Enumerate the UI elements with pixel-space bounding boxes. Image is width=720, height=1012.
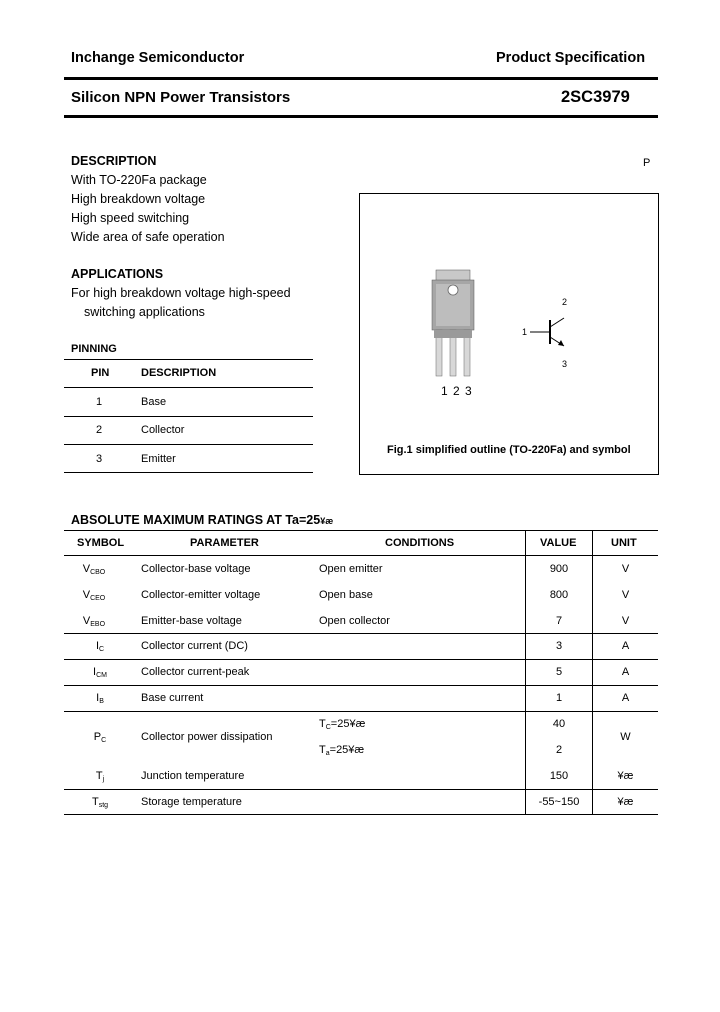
applications-title: APPLICATIONS <box>71 267 164 281</box>
pinning-rule <box>64 387 313 388</box>
description-title: DESCRIPTION <box>71 154 157 168</box>
pinning-col-pin: PIN <box>91 367 110 379</box>
description-item: Wide area of safe operation <box>71 230 225 244</box>
rating-condition: $T_a=25¥æ$ <box>319 744 365 757</box>
description-item: High breakdown voltage <box>71 192 206 206</box>
ratings-rule <box>64 659 658 660</box>
doc-type: Product Specification <box>496 50 646 66</box>
rating-unit: A <box>621 666 630 678</box>
company-name: Inchange Semiconductor <box>71 50 245 66</box>
ratings-col-value: VALUE <box>540 537 577 549</box>
symbol-pin2: 2 <box>562 297 568 307</box>
rating-condition: $T_C=25¥æ$ <box>319 718 366 731</box>
rating-symbol: $I_C$ <box>95 640 105 653</box>
pinning-desc: Base <box>141 396 167 408</box>
pinning-title: PINNING <box>71 343 117 355</box>
rating-parameter: Junction temperature <box>141 770 245 782</box>
rating-unit: W <box>620 731 631 743</box>
to220-package-icon <box>420 266 490 382</box>
rating-value: 150 <box>549 770 569 782</box>
rating-symbol: $T_j$ <box>95 770 105 783</box>
description-item: With TO-220Fa package <box>71 173 207 187</box>
ratings-col-unit: UNIT <box>611 537 637 549</box>
rating-unit: ¥æ <box>617 770 634 782</box>
pinning-rule <box>64 416 313 417</box>
symbol-pin3: 3 <box>562 359 568 369</box>
pinning-desc: Emitter <box>141 453 176 465</box>
ratings-rule <box>64 530 658 531</box>
pinning-rule <box>64 359 313 360</box>
rating-value: 800 <box>549 589 569 601</box>
rating-condition: Open emitter <box>319 563 383 575</box>
rating-parameter: Collector current (DC) <box>141 640 248 652</box>
rating-symbol: $V_{EBO}$ <box>82 615 106 628</box>
rating-value: 3 <box>555 640 563 652</box>
pinning-rule <box>64 472 313 473</box>
ratings-col-parameter: PARAMETER <box>190 537 259 549</box>
rating-unit: V <box>621 589 630 601</box>
ratings-rule <box>64 814 658 815</box>
rating-parameter: Collector power dissipation <box>141 731 273 743</box>
rating-value: 40 <box>552 718 566 730</box>
rating-unit: A <box>621 640 630 652</box>
ratings-rule <box>64 711 658 712</box>
symbol-pin1: 1 <box>522 327 528 337</box>
rating-unit: V <box>621 615 630 627</box>
rating-value: 2 <box>555 744 563 756</box>
figure-pins-label: 1 2 3 <box>441 384 473 398</box>
figure-box <box>359 193 659 475</box>
rating-unit: ¥æ <box>617 796 634 808</box>
rating-condition: Open base <box>319 589 373 601</box>
rating-value: -55~150 <box>538 796 580 808</box>
description-item: High speed switching <box>71 211 190 225</box>
rating-parameter: Base current <box>141 692 204 704</box>
applications-line2: switching applications <box>84 305 205 319</box>
pinning-pin: 1 <box>96 396 103 408</box>
product-line: Silicon NPN Power Transistors <box>71 89 291 106</box>
rating-value: 7 <box>555 615 563 627</box>
ratings-title: ABSOLUTE MAXIMUM RATINGS AT Ta=25¥æ <box>71 513 334 527</box>
ratings-col-symbol: SYMBOL <box>77 537 125 549</box>
pinning-pin: 2 <box>96 424 103 436</box>
rating-parameter: Collector current-peak <box>141 666 250 678</box>
corner-mark: P <box>643 157 651 169</box>
rating-parameter: Collector-base voltage <box>141 563 251 575</box>
rating-parameter: Collector-emitter voltage <box>141 589 261 601</box>
pinning-col-desc: DESCRIPTION <box>141 367 217 379</box>
pinning-rule <box>64 444 313 445</box>
ratings-rule <box>64 555 658 556</box>
rating-symbol: $I_{CM}$ <box>93 666 107 679</box>
rating-symbol: $V_{CBO}$ <box>82 563 106 576</box>
rating-symbol: $T_{stg}$ <box>91 796 109 809</box>
rating-unit: A <box>621 692 630 704</box>
figure-caption: Fig.1 simplified outline (TO-220Fa) and symbol <box>387 444 631 456</box>
rating-value: 900 <box>549 563 569 575</box>
ratings-rule <box>64 633 658 634</box>
header-rule-bottom <box>64 115 658 118</box>
ratings-col-conditions: CONDITIONS <box>385 537 455 549</box>
rating-condition: Open collector <box>319 615 390 627</box>
ratings-rule <box>64 789 658 790</box>
pinning-desc: Collector <box>141 424 185 436</box>
part-number: 2SC3979 <box>561 88 630 106</box>
rating-symbol: $P_C$ <box>93 731 107 744</box>
rating-value: 1 <box>555 692 563 704</box>
rating-unit: V <box>621 563 630 575</box>
rating-value: 5 <box>555 666 563 678</box>
rating-symbol: $V_{CEO}$ <box>82 589 106 602</box>
ratings-rule <box>64 685 658 686</box>
pinning-pin: 3 <box>96 453 103 465</box>
header-rule-top <box>64 77 658 80</box>
rating-symbol: $I_B$ <box>96 692 104 705</box>
npn-symbol-icon <box>530 308 580 358</box>
rating-parameter: Emitter-base voltage <box>141 615 242 627</box>
applications-line1: For high breakdown voltage high-speed <box>71 286 291 300</box>
rating-parameter: Storage temperature <box>141 796 242 808</box>
